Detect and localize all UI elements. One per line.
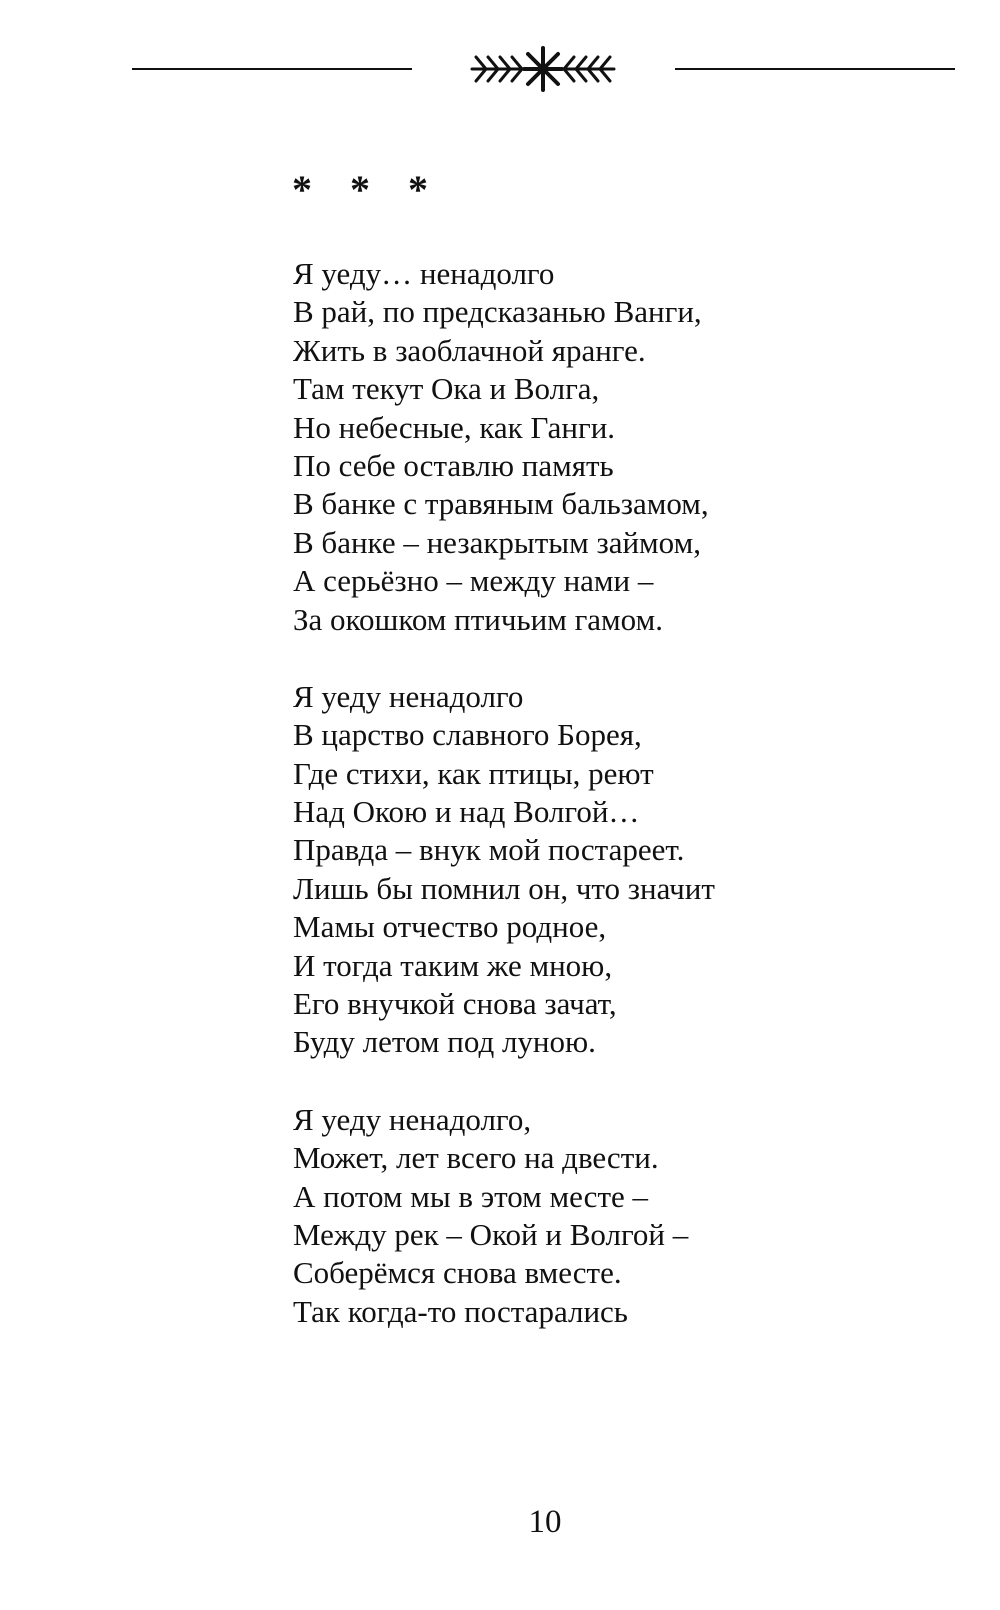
poem-line: Над Окою и над Волгой… bbox=[293, 794, 640, 830]
poem-line: Между рек – Окой и Волгой – bbox=[293, 1216, 689, 1252]
poem bbox=[293, 255, 973, 1370]
header-rule-right bbox=[675, 68, 955, 70]
poem-line: В банке с травяным бальзамом, bbox=[293, 486, 709, 522]
poem-line: Так когда-то постарались bbox=[293, 1293, 628, 1329]
poem-line: Но небесные, как Ганги. bbox=[293, 409, 616, 445]
poem-line: Лишь бы помнил он, что значит bbox=[293, 870, 715, 906]
poem-line: А серьёзно – между нами – bbox=[293, 563, 654, 599]
poem-line: Где стихи, как птицы, реют bbox=[293, 755, 654, 791]
stanza-3 bbox=[293, 1101, 973, 1331]
poem-line: Буду летом под луною. bbox=[293, 1024, 596, 1060]
poem-line: Может, лет всего на двести. bbox=[293, 1140, 659, 1176]
poem-line: В рай, по предсказанью Ванги, bbox=[293, 294, 702, 330]
poem-line: Соберёмся снова вместе. bbox=[293, 1255, 622, 1291]
stanza-2 bbox=[293, 678, 973, 1062]
poem-line: За окошком птичьим гамом. bbox=[293, 601, 663, 637]
poem-line: И тогда таким же мною, bbox=[293, 947, 613, 983]
poem-line: Жить в заоблачной яранге. bbox=[293, 332, 646, 368]
poem-line: В банке – незакрытым займом, bbox=[293, 524, 701, 560]
poem-line: Я уеду ненадолго, bbox=[293, 1101, 532, 1137]
poem-line: А потом мы в этом месте – bbox=[293, 1178, 649, 1214]
header-rule-left bbox=[132, 68, 412, 70]
stanza-1 bbox=[293, 255, 973, 639]
poem-line: Его внучкой снова зачат, bbox=[293, 986, 617, 1022]
page-number: 10 bbox=[528, 1504, 562, 1540]
fern-ornament-icon bbox=[468, 44, 618, 94]
poem-line: Правда – внук мой постареет. bbox=[293, 832, 685, 868]
poem-line: Я уеду ненадолго bbox=[293, 678, 524, 714]
poem-line: По себе оставлю память bbox=[293, 447, 614, 483]
poem-line: В царство славного Борея, bbox=[293, 717, 642, 753]
poem-line: Там текут Ока и Волга, bbox=[293, 371, 600, 407]
poem-line: Мамы отчество родное, bbox=[293, 909, 607, 945]
poem-line: Я уеду… ненадолго bbox=[293, 256, 555, 291]
section-asterism: * * * bbox=[292, 167, 442, 212]
